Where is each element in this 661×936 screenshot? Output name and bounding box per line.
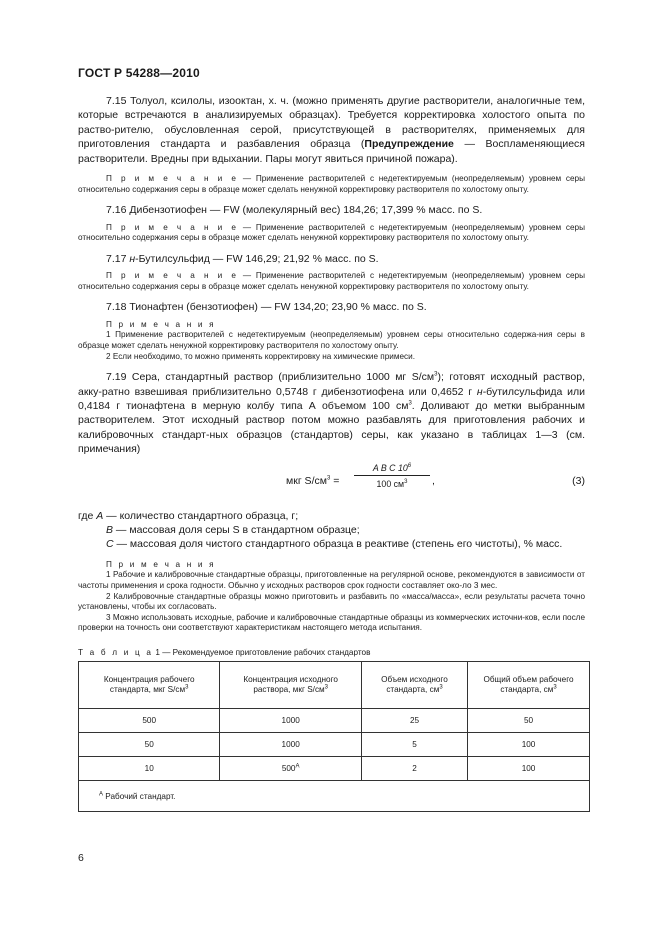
formula-number: (3) [572, 474, 585, 487]
table-cell: 25 [361, 709, 467, 733]
notes-7-19-label: П р и м е ч а н и я [106, 559, 216, 569]
table-cell: 5 [361, 733, 467, 757]
clause-7-18: 7.18 Тионафтен (бензотиофен) — FW 134,20; 23,90 % масс. по S. [106, 301, 427, 314]
document-header: ГОСТ Р 54288—2010 [78, 66, 200, 80]
table-1-caption: Т а б л и ц а 1 — Рекомендуемое приготовление рабочих стандартов [78, 648, 371, 657]
formula-definitions [78, 509, 585, 552]
table-row [79, 733, 590, 757]
note-7-19-1: 1 Рабочие и калибровочные стандартные образцы, приготовленные на регулярной основе, рекомендуются в зависимости от частоты применения и срока годности. Обычно у исходных растворов срок годности составляет око-ло 3 мес. [78, 570, 585, 591]
table-header-cell: Концентрация исходного раствора, мкг $S/см^3$ [220, 662, 361, 709]
formula-denominator: 100 $см^3$ [376, 478, 408, 489]
table-header-cell: Общий объем рабочего стандарта, $см^3$ [468, 662, 590, 709]
table-cell: 500 [79, 709, 220, 733]
definition-b: B — массовая доля серы S в стандартном образце; [106, 524, 360, 537]
table-row [79, 757, 590, 781]
table-header-cell: Концентрация рабочего стандарта, мкг $S/см^3$ [79, 662, 220, 709]
warning-label: Предупреждение [364, 138, 454, 151]
notes-7-18-label: П р и м е ч а н и я [106, 319, 216, 329]
table-row [79, 709, 590, 733]
table-cell: 100 [468, 733, 590, 757]
formula-lhs: мкг $S/см^3$ = [286, 474, 340, 487]
formula-3: мкг $S/см^3$ = A B C $10^6$ 100 $см^3$ , (3) [286, 462, 585, 489]
formula-numerator: A B C $10^6$ [354, 463, 430, 476]
clause-7-16: 7.16 Дибензотиофен — FW (молекулярный вес) 184,26; 17,399 % масс. по S. [106, 204, 483, 217]
table-1 [78, 661, 590, 812]
table-header-row [79, 662, 590, 709]
document-body [78, 94, 585, 812]
table-cell: 1000 [220, 709, 361, 733]
note-7-17: П р и м е ч а н и е — Применение растворителей с недетектируемым (неопределяемым) уровнем серы относительно содержания серы в образце может сделать ненужной корректировку растворителя по холостому опыту. [78, 271, 585, 291]
table-cell: 50 [79, 733, 220, 757]
table-cell: 50 [468, 709, 590, 733]
table-footnote-row [79, 781, 590, 812]
table-cell: 10 [79, 757, 220, 781]
table-footnote: $^A$ Рабочий стандарт. [79, 781, 590, 812]
formula-fraction [354, 463, 430, 489]
definition-c: C — массовая доля чистого стандартного образца в реактиве (степень его чистоты), % масс. [106, 538, 563, 551]
clause-7-17: 7.17 н-Бутилсульфид — FW 146,29; 21,92 % масс. по S. [106, 252, 379, 265]
table-cell: $500^A$ [220, 757, 361, 781]
clause-7-15: 7.15 Толуол, ксилолы, изооктан, х. ч. (можно применять другие растворители, аналогичные тем, которые встречаются в анализируемых образцах). Требуется корректировка холостого опыта по раство-рителю, обусловленная серой, присутствующей в растворителях, применяемых для приготовления стандарта и разбавления образца (Предупреждение — Воспламеняющиеся растворители. Вредны при вдыхании. Пары могут явиться причиной пожара). [78, 95, 585, 165]
note-7-19-2: 2 Калибровочные стандартные образцы можно приготовить и разбавить по «масса/масса», если результаты расчета точно установлены, чтобы их согласовать. [78, 591, 585, 612]
definition-a: где A — количество стандартного образца, г; [78, 509, 299, 522]
note-7-16: П р и м е ч а н и е — Применение растворителей с недетектируемым (неопределяемым) уровнем серы относительно содержания серы в образце может сделать ненужной корректировку растворителя по холостому опыту. [78, 222, 585, 243]
table-cell: 100 [468, 757, 590, 781]
note-7-18-1: 1 Применение растворителей с недетектируемым (неопределяемым) уровнем серы относительно содержа-ния серы в образце может сделать ненужной корректировку растворителя по холостому опыту. [78, 330, 585, 350]
table-header-cell: Объем исходного стандарта, $см^3$ [361, 662, 467, 709]
note-7-15: П р и м е ч а н и е — Применение растворителей с недетектируемым (неопределяемым) уровнем серы относительно содержания серы в образце может сделать ненужной корректировку растворителя по холостому опыту. [78, 174, 585, 194]
note-7-18-2: 2 Если необходимо, то можно применять корректировку на химические примеси. [106, 351, 415, 361]
clause-7-19: 7.19 Сера, стандартный раствор (приблизительно 1000 мг $S/см^3$); готовят исходный раствор, акку-ратно взвешивая приблизительно 0,5748 г дибензотиофена или 0,4652 г н-бутилсульфида или 0,4184 г тионафтена в мерную колбу типа А объемом 100 $см^3$. Доливают до метки выбранным растворителем. Этот исходный раствор потом можно разбавлять для приготовления рабочих и калибровочных стандарт-ных образцов (стандартов) серы, как указано в таблицах 1—3 (см. примечания) [78, 371, 586, 456]
table-cell: 2 [361, 757, 467, 781]
page-number: 6 [78, 852, 84, 864]
table-cell: 1000 [220, 733, 361, 757]
note-7-19-3: 3 Можно использовать исходные, рабочие и калибровочные стандартные образцы из коммерческих источни-ков, если после проверки на точность они соответствуют характеристикам настоящего метода испытания. [78, 612, 585, 633]
